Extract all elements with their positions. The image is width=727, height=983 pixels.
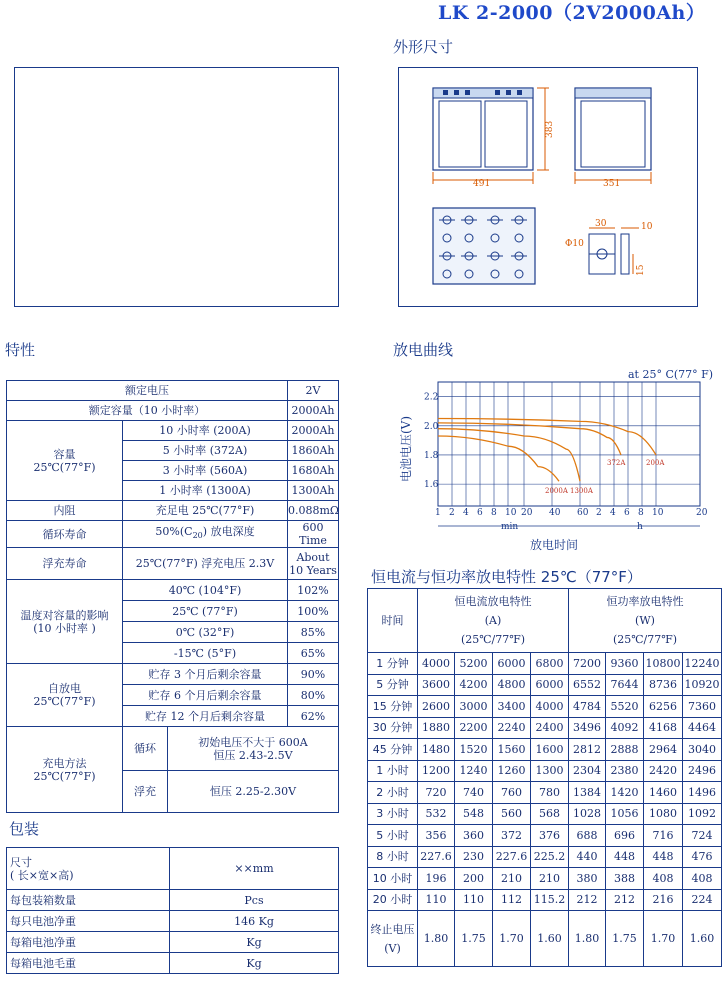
chart-y-tick: 1.6	[424, 480, 439, 491]
chart-x-tick: 8	[491, 508, 497, 518]
row-value: 448	[606, 846, 644, 868]
row-value: 3600	[418, 674, 455, 696]
row-value: 8736	[644, 674, 683, 696]
row-value: 12240	[683, 653, 722, 675]
row-time: 3 小时	[368, 803, 418, 825]
row-value: 716	[644, 825, 683, 847]
temp-effect-label: 温度对容量的影响 (10 小时率 )	[7, 580, 123, 664]
charge-method-label: 充电方法 25℃(77°F)	[7, 727, 123, 813]
capacity-value: 1860Ah	[288, 441, 339, 461]
packing-row-value: Pcs	[170, 890, 339, 911]
row-time: 5 分钟	[368, 674, 418, 696]
row-value: 2888	[606, 739, 644, 761]
row-value: 1080	[644, 803, 683, 825]
row-value: 212	[606, 889, 644, 911]
row-value: 1880	[418, 717, 455, 739]
row-value: 6800	[531, 653, 569, 675]
dim-width: 491	[473, 179, 491, 189]
charge-cycle-mode: 循环	[123, 727, 168, 771]
row-value: 1480	[418, 739, 455, 761]
packing-row-label: 每包装箱数量	[7, 890, 170, 911]
row-value: 696	[606, 825, 644, 847]
row-value: 548	[455, 803, 493, 825]
table-row	[368, 696, 722, 718]
end-voltage-label: 终止电压 (V)	[368, 911, 418, 967]
row-value: 356	[418, 825, 455, 847]
row-value: 4168	[644, 717, 683, 739]
row-value: 1240	[455, 760, 493, 782]
row-value: 6000	[493, 653, 531, 675]
chart-x-tick: 1	[435, 508, 441, 518]
row-value: 6000	[531, 674, 569, 696]
row-value: 115.2	[531, 889, 569, 911]
capacity-value: 1300Ah	[288, 481, 339, 501]
cycle-life-label: 循环寿命	[7, 521, 123, 548]
section-packing: 包装	[9, 820, 40, 838]
row-value: 1384	[569, 782, 606, 804]
row-value: 360	[455, 825, 493, 847]
chart-x-tick: 6	[477, 508, 483, 518]
row-value: 1056	[606, 803, 644, 825]
chart-x-label: 放电时间	[530, 538, 579, 552]
temp-row-temp: 40℃ (104°F)	[123, 580, 288, 601]
row-value: 3400	[493, 696, 531, 718]
row-value: 200	[455, 868, 493, 890]
self-row-text: 贮存 6 个月后剩余容量	[123, 685, 288, 706]
row-value: 2964	[644, 739, 683, 761]
table-row	[368, 846, 722, 868]
chart-series-label: 200A	[646, 458, 665, 467]
dim-height: 383	[545, 120, 555, 138]
end-voltage-cell: 1.70	[644, 911, 683, 967]
chart-y-tick: 2.0	[424, 421, 439, 432]
self-row-text: 贮存 12 个月后剩余容量	[123, 706, 288, 727]
capacity-rate: 5 小时率 (372A)	[123, 441, 288, 461]
row-value: 4000	[531, 696, 569, 718]
row-value: 740	[455, 782, 493, 804]
row-value: 2400	[531, 717, 569, 739]
capacity-rate: 10 小时率 (200A)	[123, 421, 288, 441]
packing-row-label: 每箱电池毛重	[7, 953, 170, 974]
row-value: 5200	[455, 653, 493, 675]
chart-series-label: 2000A	[545, 487, 568, 496]
dimension-drawing-frame	[398, 67, 698, 307]
row-value: 2420	[644, 760, 683, 782]
row-value: 1420	[606, 782, 644, 804]
table-row	[368, 739, 722, 761]
capacity-value: 1680Ah	[288, 461, 339, 481]
row-value: 3496	[569, 717, 606, 739]
row-value: 380	[569, 868, 606, 890]
table-row	[368, 653, 722, 675]
end-voltage-cell: 1.80	[418, 911, 455, 967]
row-value: 688	[569, 825, 606, 847]
chart-series-line	[438, 436, 559, 481]
row-value: 2600	[418, 696, 455, 718]
row-time: 20 小时	[368, 889, 418, 911]
row-value: 4800	[493, 674, 531, 696]
row-value: 2496	[683, 760, 722, 782]
chart-x-tick: 2	[596, 508, 602, 518]
row-value: 5520	[606, 696, 644, 718]
chart-x-unit-h: h	[637, 522, 643, 532]
row-value: 372	[493, 825, 531, 847]
row-value: 1560	[493, 739, 531, 761]
chart-y-tick: 2.2	[424, 392, 439, 403]
row-value: 440	[569, 846, 606, 868]
self-row-value: 90%	[288, 664, 339, 685]
chart-series-line	[438, 418, 656, 454]
packing-size-label: 尺寸 ( 长×宽×高)	[7, 848, 170, 890]
row-value: 224	[683, 889, 722, 911]
chart-x-tick: 4	[610, 508, 616, 518]
row-value: 210	[493, 868, 531, 890]
dim-depth: 351	[603, 179, 621, 189]
float-life-cond: 25℃(77°F) 浮充电压 2.3V	[123, 548, 288, 580]
current-header: 恒电流放电特性 (A) (25℃/77℉)	[418, 589, 569, 653]
row-value: 227.6	[418, 846, 455, 868]
end-voltage-row	[368, 911, 722, 967]
table-row	[368, 803, 722, 825]
row-time: 30 分钟	[368, 717, 418, 739]
const-discharge-table	[367, 588, 722, 967]
row-value: 780	[531, 782, 569, 804]
row-value: 1092	[683, 803, 722, 825]
chart-series-label: 1300A	[570, 487, 593, 496]
characteristics-table	[6, 380, 339, 813]
time-header: 时间	[368, 589, 418, 653]
row-value: 448	[644, 846, 683, 868]
row-value: 227.6	[493, 846, 531, 868]
row-value: 1260	[493, 760, 531, 782]
row-value: 6256	[644, 696, 683, 718]
row-value: 4784	[569, 696, 606, 718]
row-value: 1300	[531, 760, 569, 782]
row-value: 10920	[683, 674, 722, 696]
charge-float-value: 恒压 2.25-2.30V	[168, 771, 339, 813]
dim-terminal-10: 10	[641, 222, 653, 232]
chart-x-tick: 60	[577, 508, 589, 518]
row-value: 1460	[644, 782, 683, 804]
row-value: 1028	[569, 803, 606, 825]
packing-size-value: ××mm	[170, 848, 339, 890]
row-value: 2380	[606, 760, 644, 782]
row-value: 9360	[606, 653, 644, 675]
float-life-label: 浮充寿命	[7, 548, 123, 580]
temp-row-value: 100%	[288, 601, 339, 622]
battery-side-view	[575, 88, 651, 170]
dim-terminal-30: 30	[595, 219, 607, 229]
chart-series-label: 372A	[607, 458, 626, 467]
section-characteristics: 特性	[5, 341, 36, 359]
row-time: 15 分钟	[368, 696, 418, 718]
row-value: 2812	[569, 739, 606, 761]
row-value: 7644	[606, 674, 644, 696]
temp-row-value: 65%	[288, 643, 339, 664]
table-row	[368, 868, 722, 890]
chart-plot-area	[438, 382, 700, 506]
row-time: 10 小时	[368, 868, 418, 890]
row-value: 1600	[531, 739, 569, 761]
capacity-value: 2000Ah	[288, 421, 339, 441]
end-voltage-cell: 1.75	[455, 911, 493, 967]
row-time: 1 分钟	[368, 653, 418, 675]
row-time: 45 分钟	[368, 739, 418, 761]
self-row-text: 贮存 3 个月后剩余容量	[123, 664, 288, 685]
chart-x-tick: 20	[696, 508, 708, 518]
table-row	[368, 674, 722, 696]
section-dimensions: 外形尺寸	[393, 38, 454, 56]
charge-float-mode: 浮充	[123, 771, 168, 813]
dim-terminal-15: 15	[636, 264, 646, 276]
end-voltage-cell: 1.75	[606, 911, 644, 967]
row-value: 225.2	[531, 846, 569, 868]
float-life-value: About 10 Years	[288, 548, 339, 580]
packing-row-label: 每箱电池净重	[7, 932, 170, 953]
table-row	[368, 782, 722, 804]
row-value: 532	[418, 803, 455, 825]
table-row	[368, 889, 722, 911]
row-value: 7360	[683, 696, 722, 718]
resistance-label: 内阻	[7, 501, 123, 521]
row-value: 408	[683, 868, 722, 890]
row-value: 4092	[606, 717, 644, 739]
row-value: 4200	[455, 674, 493, 696]
rated-capacity-label: 额定容量（10 小时率）	[7, 401, 288, 421]
chart-y-tick: 1.8	[424, 450, 439, 461]
row-value: 760	[493, 782, 531, 804]
chart-x-tick: 8	[638, 508, 644, 518]
row-time: 2 小时	[368, 782, 418, 804]
chart-x-unit-min: min	[501, 522, 519, 532]
page-title: LK 2-2000（2V2000Ah）	[438, 2, 706, 24]
row-value: 408	[644, 868, 683, 890]
discharge-chart	[394, 360, 724, 560]
table-row	[368, 760, 722, 782]
end-voltage-cell: 1.60	[531, 911, 569, 967]
section-discharge-curve: 放电曲线	[393, 341, 454, 359]
self-discharge-label: 自放电 25℃(77°F)	[7, 664, 123, 727]
packing-row-label: 每只电池净重	[7, 911, 170, 932]
packing-row-value: Kg	[170, 932, 339, 953]
temp-row-value: 102%	[288, 580, 339, 601]
row-value: 7200	[569, 653, 606, 675]
packing-row-value: Kg	[170, 953, 339, 974]
row-value: 476	[683, 846, 722, 868]
row-value: 4464	[683, 717, 722, 739]
temp-row-temp: -15℃ (5°F)	[123, 643, 288, 664]
temp-row-temp: 0℃ (32°F)	[123, 622, 288, 643]
self-row-value: 80%	[288, 685, 339, 706]
table-row	[368, 825, 722, 847]
self-row-value: 62%	[288, 706, 339, 727]
row-value: 2240	[493, 717, 531, 739]
row-value: 2304	[569, 760, 606, 782]
row-time: 8 小时	[368, 846, 418, 868]
row-value: 720	[418, 782, 455, 804]
table-row	[368, 717, 722, 739]
row-value: 216	[644, 889, 683, 911]
row-value: 1496	[683, 782, 722, 804]
row-value: 2200	[455, 717, 493, 739]
row-value: 388	[606, 868, 644, 890]
chart-x-tick: 10	[505, 508, 517, 518]
battery-top-view	[433, 208, 535, 284]
chart-x-tick: 20	[521, 508, 533, 518]
row-time: 5 小时	[368, 825, 418, 847]
chart-x-tick: 40	[549, 508, 561, 518]
row-value: 10800	[644, 653, 683, 675]
chart-x-tick: 6	[624, 508, 630, 518]
capacity-label-cell: 容量 25℃(77°F)	[7, 421, 123, 501]
row-value: 112	[493, 889, 531, 911]
section-const-discharge: 恒电流与恒功率放电特性 25℃（77°F）	[371, 568, 642, 586]
end-voltage-cell: 1.60	[683, 911, 722, 967]
capacity-rate: 3 小时率 (560A)	[123, 461, 288, 481]
row-value: 3000	[455, 696, 493, 718]
row-value: 196	[418, 868, 455, 890]
row-value: 3040	[683, 739, 722, 761]
end-voltage-cell: 1.80	[569, 911, 606, 967]
resistance-value: 0.088mΩ	[288, 501, 339, 521]
end-voltage-cell: 1.70	[493, 911, 531, 967]
temp-row-temp: 25℃ (77°F)	[123, 601, 288, 622]
dimension-drawing	[399, 68, 697, 306]
capacity-rate: 1 小时率 (1300A)	[123, 481, 288, 501]
row-value: 212	[569, 889, 606, 911]
row-value: 1200	[418, 760, 455, 782]
row-value: 568	[531, 803, 569, 825]
chart-y-label: 电池电压(V)	[399, 415, 413, 482]
cycle-life-cond: $50\%(C_{20})$ 放电深度	[123, 521, 288, 548]
chart-x-tick: 10	[652, 508, 664, 518]
chart-x-tick: 4	[463, 508, 469, 518]
rated-voltage: 2V	[288, 381, 339, 401]
row-value: 6552	[569, 674, 606, 696]
row-time: 1 小时	[368, 760, 418, 782]
packing-row-value: 146 Kg	[170, 911, 339, 932]
chart-series-line	[438, 423, 621, 455]
temp-row-value: 85%	[288, 622, 339, 643]
power-header: 恒功率放电特性 (W) (25℃/77℉)	[569, 589, 722, 653]
row-value: 110	[455, 889, 493, 911]
row-value: 110	[418, 889, 455, 911]
resistance-cond: 充足电 25℃(77°F)	[123, 501, 288, 521]
row-value: 724	[683, 825, 722, 847]
chart-title: at 25° C(77° F)	[628, 368, 714, 381]
row-value: 560	[493, 803, 531, 825]
battery-front-view	[433, 88, 533, 170]
dim-terminal-dia: Φ10	[565, 239, 584, 249]
rated-capacity: 2000Ah	[288, 401, 339, 421]
row-value: 376	[531, 825, 569, 847]
row-value: 210	[531, 868, 569, 890]
rated-voltage-label: 额定电压	[7, 381, 288, 401]
packing-table	[6, 847, 339, 974]
row-value: 4000	[418, 653, 455, 675]
product-photo-frame	[14, 67, 339, 307]
chart-x-tick: 2	[449, 508, 455, 518]
charge-cycle-value: 初始电压不大于 600A 恒压 2.43-2.5V	[168, 727, 339, 771]
row-value: 230	[455, 846, 493, 868]
cycle-life-value: 600 Time	[288, 521, 339, 548]
row-value: 1520	[455, 739, 493, 761]
